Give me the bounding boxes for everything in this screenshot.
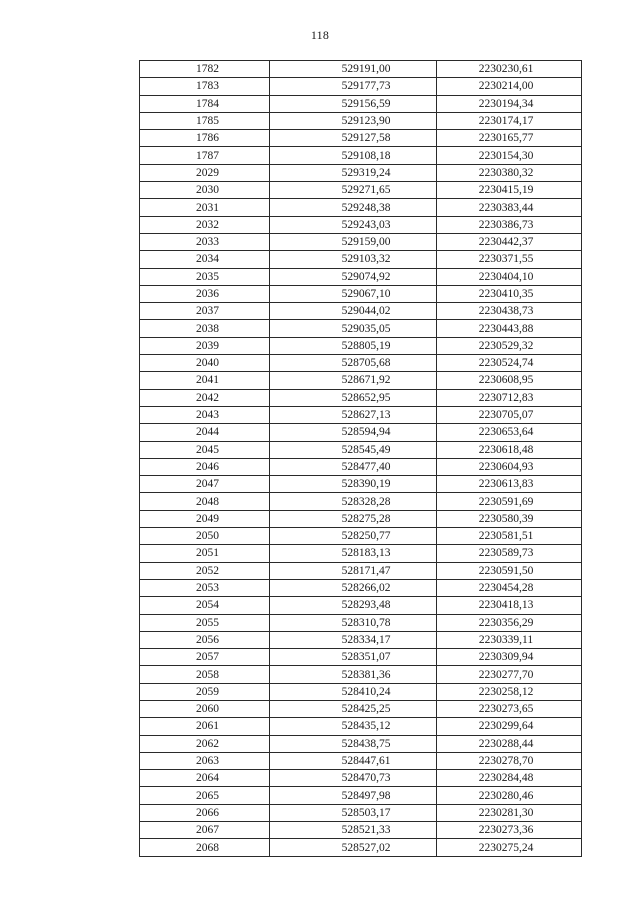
table-row: [140, 147, 582, 164]
table-row: [140, 406, 582, 423]
table-row: [140, 216, 582, 233]
x-coordinate-cell: 528805,19: [270, 337, 437, 354]
point-number-cell: 2064: [140, 770, 270, 787]
x-coordinate-cell: 529191,00: [270, 61, 437, 78]
y-coordinate-cell: 2230418,13: [437, 597, 582, 614]
table-row: [140, 545, 582, 562]
table-row: [140, 787, 582, 804]
table-row: [140, 597, 582, 614]
y-coordinate-cell: 2230174,17: [437, 112, 582, 129]
coordinates-table-container: [139, 60, 581, 857]
y-coordinate-cell: 2230415,19: [437, 182, 582, 199]
point-number-cell: 1784: [140, 95, 270, 112]
x-coordinate-cell: 528521,33: [270, 822, 437, 839]
table-row: [140, 700, 582, 717]
x-coordinate-cell: 528652,95: [270, 389, 437, 406]
point-number-cell: 2030: [140, 182, 270, 199]
table-row: [140, 164, 582, 181]
x-coordinate-cell: 528594,94: [270, 424, 437, 441]
y-coordinate-cell: 2230705,07: [437, 406, 582, 423]
point-number-cell: 2045: [140, 441, 270, 458]
y-coordinate-cell: 2230214,00: [437, 78, 582, 95]
y-coordinate-cell: 2230404,10: [437, 268, 582, 285]
y-coordinate-cell: 2230273,36: [437, 822, 582, 839]
table-row: [140, 718, 582, 735]
point-number-cell: 2048: [140, 493, 270, 510]
point-number-cell: 2057: [140, 649, 270, 666]
point-number-cell: 2060: [140, 700, 270, 717]
point-number-cell: 2050: [140, 528, 270, 545]
coordinates-table: [139, 60, 582, 857]
point-number-cell: 1783: [140, 78, 270, 95]
point-number-cell: 2036: [140, 285, 270, 302]
point-number-cell: 2068: [140, 839, 270, 856]
y-coordinate-cell: 2230581,51: [437, 528, 582, 545]
y-coordinate-cell: 2230613,83: [437, 476, 582, 493]
x-coordinate-cell: 529319,24: [270, 164, 437, 181]
y-coordinate-cell: 2230443,88: [437, 320, 582, 337]
point-number-cell: 2039: [140, 337, 270, 354]
y-coordinate-cell: 2230410,35: [437, 285, 582, 302]
table-row: [140, 303, 582, 320]
y-coordinate-cell: 2230529,32: [437, 337, 582, 354]
point-number-cell: 2043: [140, 406, 270, 423]
point-number-cell: 2041: [140, 372, 270, 389]
point-number-cell: 2066: [140, 804, 270, 821]
point-number-cell: 2055: [140, 614, 270, 631]
table-row: [140, 770, 582, 787]
table-row: [140, 614, 582, 631]
table-row: [140, 268, 582, 285]
point-number-cell: 2053: [140, 579, 270, 596]
x-coordinate-cell: 528171,47: [270, 562, 437, 579]
point-number-cell: 2062: [140, 735, 270, 752]
table-row: [140, 458, 582, 475]
y-coordinate-cell: 2230580,39: [437, 510, 582, 527]
point-number-cell: 2032: [140, 216, 270, 233]
x-coordinate-cell: 528527,02: [270, 839, 437, 856]
point-number-cell: 2031: [140, 199, 270, 216]
table-row: [140, 112, 582, 129]
point-number-cell: 1782: [140, 61, 270, 78]
y-coordinate-cell: 2230383,44: [437, 199, 582, 216]
table-row: [140, 476, 582, 493]
y-coordinate-cell: 2230380,32: [437, 164, 582, 181]
x-coordinate-cell: 528381,36: [270, 666, 437, 683]
x-coordinate-cell: 529035,05: [270, 320, 437, 337]
y-coordinate-cell: 2230618,48: [437, 441, 582, 458]
y-coordinate-cell: 2230386,73: [437, 216, 582, 233]
x-coordinate-cell: 529248,38: [270, 199, 437, 216]
point-number-cell: 2033: [140, 233, 270, 250]
y-coordinate-cell: 2230230,61: [437, 61, 582, 78]
table-row: [140, 562, 582, 579]
table-row: [140, 78, 582, 95]
y-coordinate-cell: 2230280,46: [437, 787, 582, 804]
table-row: [140, 839, 582, 856]
point-number-cell: 2029: [140, 164, 270, 181]
y-coordinate-cell: 2230442,37: [437, 233, 582, 250]
table-row: [140, 372, 582, 389]
point-number-cell: 2037: [140, 303, 270, 320]
coordinates-table-body: [140, 61, 582, 857]
y-coordinate-cell: 2230288,44: [437, 735, 582, 752]
table-row: [140, 822, 582, 839]
table-row: [140, 649, 582, 666]
x-coordinate-cell: 528497,98: [270, 787, 437, 804]
table-row: [140, 631, 582, 648]
point-number-cell: 2061: [140, 718, 270, 735]
y-coordinate-cell: 2230281,30: [437, 804, 582, 821]
x-coordinate-cell: 529156,59: [270, 95, 437, 112]
x-coordinate-cell: 528470,73: [270, 770, 437, 787]
x-coordinate-cell: 528705,68: [270, 355, 437, 372]
x-coordinate-cell: 528275,28: [270, 510, 437, 527]
table-row: [140, 441, 582, 458]
table-row: [140, 424, 582, 441]
table-row: [140, 285, 582, 302]
x-coordinate-cell: 529044,02: [270, 303, 437, 320]
x-coordinate-cell: 528503,17: [270, 804, 437, 821]
x-coordinate-cell: 528435,12: [270, 718, 437, 735]
point-number-cell: 2042: [140, 389, 270, 406]
point-number-cell: 2047: [140, 476, 270, 493]
y-coordinate-cell: 2230438,73: [437, 303, 582, 320]
y-coordinate-cell: 2230278,70: [437, 752, 582, 769]
y-coordinate-cell: 2230309,94: [437, 649, 582, 666]
y-coordinate-cell: 2230524,74: [437, 355, 582, 372]
x-coordinate-cell: 529271,65: [270, 182, 437, 199]
y-coordinate-cell: 2230339,11: [437, 631, 582, 648]
y-coordinate-cell: 2230258,12: [437, 683, 582, 700]
point-number-cell: 2044: [140, 424, 270, 441]
point-number-cell: 1785: [140, 112, 270, 129]
x-coordinate-cell: 528438,75: [270, 735, 437, 752]
y-coordinate-cell: 2230273,65: [437, 700, 582, 717]
y-coordinate-cell: 2230299,64: [437, 718, 582, 735]
x-coordinate-cell: 528351,07: [270, 649, 437, 666]
x-coordinate-cell: 528334,17: [270, 631, 437, 648]
point-number-cell: 2052: [140, 562, 270, 579]
x-coordinate-cell: 528627,13: [270, 406, 437, 423]
x-coordinate-cell: 529127,58: [270, 130, 437, 147]
table-row: [140, 95, 582, 112]
table-row: [140, 355, 582, 372]
point-number-cell: 2067: [140, 822, 270, 839]
table-row: [140, 752, 582, 769]
y-coordinate-cell: 2230165,77: [437, 130, 582, 147]
x-coordinate-cell: 528266,02: [270, 579, 437, 596]
y-coordinate-cell: 2230591,50: [437, 562, 582, 579]
table-row: [140, 666, 582, 683]
table-row: [140, 337, 582, 354]
x-coordinate-cell: 528328,28: [270, 493, 437, 510]
point-number-cell: 2046: [140, 458, 270, 475]
point-number-cell: 2058: [140, 666, 270, 683]
x-coordinate-cell: 529103,32: [270, 251, 437, 268]
x-coordinate-cell: 529177,73: [270, 78, 437, 95]
x-coordinate-cell: 528425,25: [270, 700, 437, 717]
point-number-cell: 2056: [140, 631, 270, 648]
point-number-cell: 1787: [140, 147, 270, 164]
point-number-cell: 2059: [140, 683, 270, 700]
x-coordinate-cell: 529067,10: [270, 285, 437, 302]
x-coordinate-cell: 528671,92: [270, 372, 437, 389]
table-row: [140, 61, 582, 78]
x-coordinate-cell: 528447,61: [270, 752, 437, 769]
x-coordinate-cell: 528183,13: [270, 545, 437, 562]
x-coordinate-cell: 528545,49: [270, 441, 437, 458]
x-coordinate-cell: 529123,90: [270, 112, 437, 129]
table-row: [140, 735, 582, 752]
table-row: [140, 182, 582, 199]
point-number-cell: 2049: [140, 510, 270, 527]
y-coordinate-cell: 2230608,95: [437, 372, 582, 389]
x-coordinate-cell: 529074,92: [270, 268, 437, 285]
point-number-cell: 2063: [140, 752, 270, 769]
y-coordinate-cell: 2230712,83: [437, 389, 582, 406]
point-number-cell: 2065: [140, 787, 270, 804]
y-coordinate-cell: 2230154,30: [437, 147, 582, 164]
table-row: [140, 389, 582, 406]
table-row: [140, 493, 582, 510]
y-coordinate-cell: 2230356,29: [437, 614, 582, 631]
point-number-cell: 2038: [140, 320, 270, 337]
point-number-cell: 2035: [140, 268, 270, 285]
y-coordinate-cell: 2230591,69: [437, 493, 582, 510]
y-coordinate-cell: 2230604,93: [437, 458, 582, 475]
y-coordinate-cell: 2230589,73: [437, 545, 582, 562]
x-coordinate-cell: 528477,40: [270, 458, 437, 475]
point-number-cell: 1786: [140, 130, 270, 147]
y-coordinate-cell: 2230371,55: [437, 251, 582, 268]
x-coordinate-cell: 528250,77: [270, 528, 437, 545]
table-row: [140, 683, 582, 700]
x-coordinate-cell: 529243,03: [270, 216, 437, 233]
y-coordinate-cell: 2230653,64: [437, 424, 582, 441]
table-row: [140, 320, 582, 337]
point-number-cell: 2040: [140, 355, 270, 372]
y-coordinate-cell: 2230454,28: [437, 579, 582, 596]
point-number-cell: 2051: [140, 545, 270, 562]
y-coordinate-cell: 2230275,24: [437, 839, 582, 856]
y-coordinate-cell: 2230277,70: [437, 666, 582, 683]
table-row: [140, 130, 582, 147]
table-row: [140, 510, 582, 527]
x-coordinate-cell: 528310,78: [270, 614, 437, 631]
x-coordinate-cell: 528410,24: [270, 683, 437, 700]
page-number: 118: [310, 28, 330, 42]
point-number-cell: 2054: [140, 597, 270, 614]
table-row: [140, 579, 582, 596]
y-coordinate-cell: 2230194,34: [437, 95, 582, 112]
x-coordinate-cell: 528390,19: [270, 476, 437, 493]
x-coordinate-cell: 529108,18: [270, 147, 437, 164]
x-coordinate-cell: 528293,48: [270, 597, 437, 614]
table-row: [140, 251, 582, 268]
x-coordinate-cell: 529159,00: [270, 233, 437, 250]
table-row: [140, 804, 582, 821]
table-row: [140, 199, 582, 216]
point-number-cell: 2034: [140, 251, 270, 268]
table-row: [140, 528, 582, 545]
y-coordinate-cell: 2230284,48: [437, 770, 582, 787]
table-row: [140, 233, 582, 250]
